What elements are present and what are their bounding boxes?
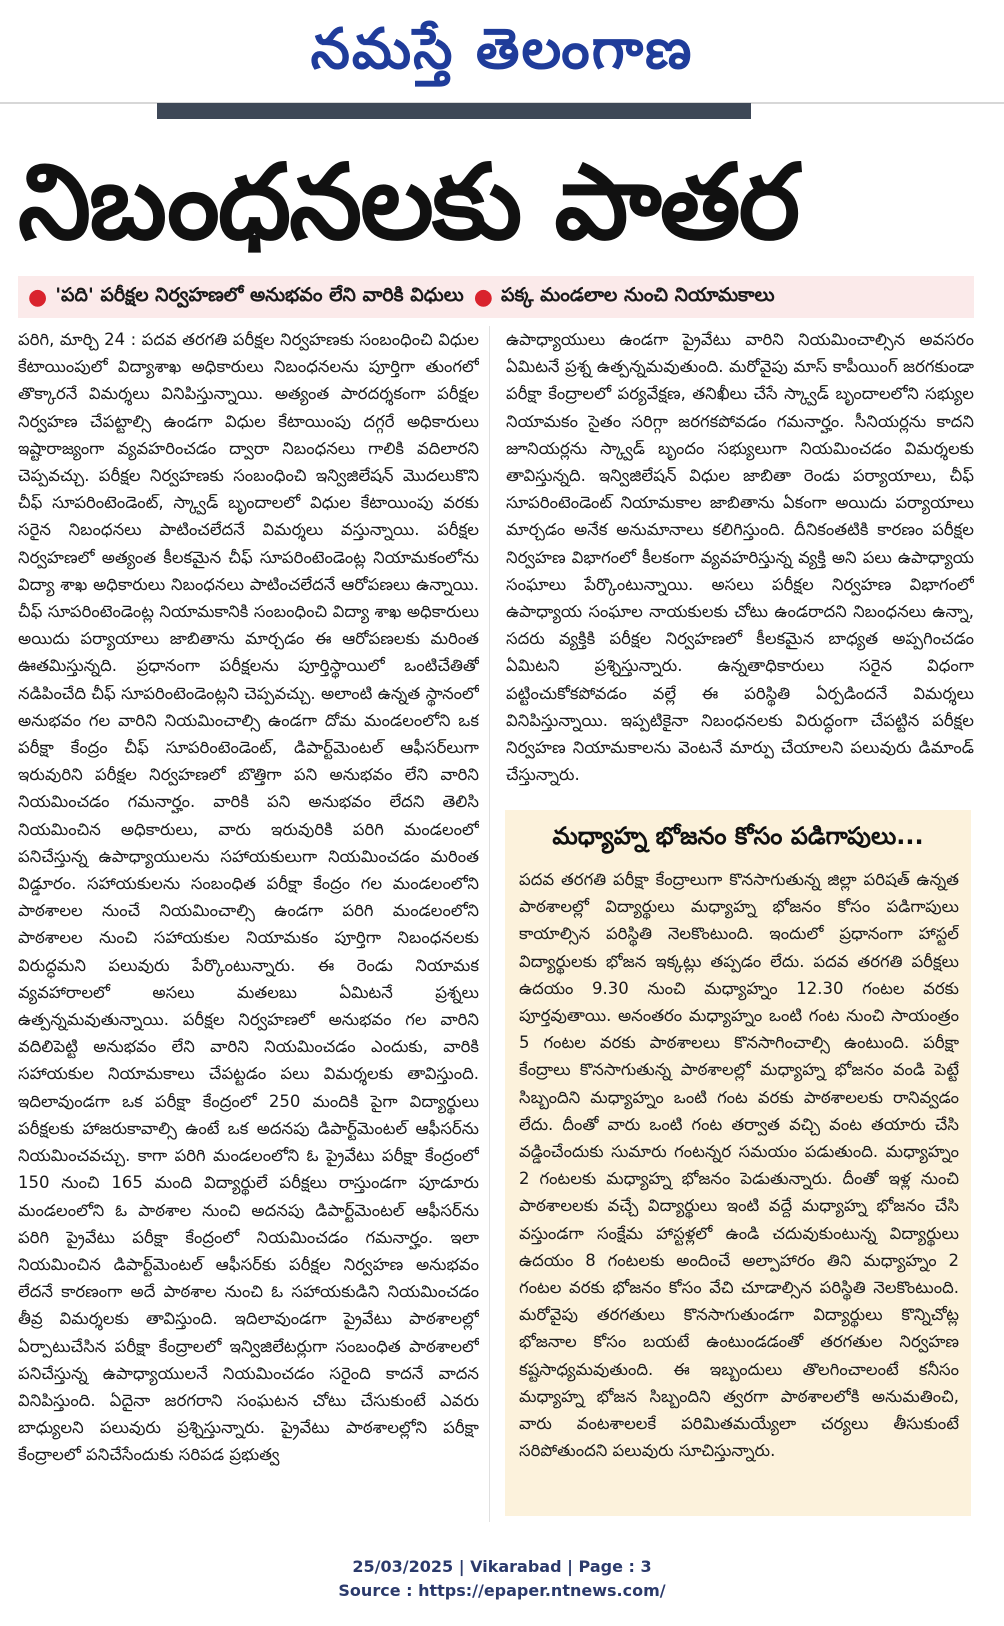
newspaper-logo: నమస్తే తెలంగాణ [310, 17, 694, 82]
article-left-column: పరిగి, మార్చి 24 : పదవ తరగతి పరీక్షల నిర్వహణకు సంబంధించి విధుల కేటాయింపులో విద్యాశాఖ అధికారులు నిబంధనలను పూర్తిగా తుంగలో తొక్కారనే విమర్శలు వినిపిస్తున్నాయి. అత్యంత పారదర్శకంగా పరీక్షల నిర్వహణ చేపట్టాల్సి ఉండగా విధుల కేటాయింపు దగ్గరే అధికారులు ఇష్టారాజ్యంగా వ్యవహరించడం ద్వారా నిబంధనలు గాలికి వదిలారని చెప్పవచ్చు. పరీక్షల నిర్వహణకు సంబంధించి ఇన్విజిలేషన్ మొదలుకొని చీఫ్ సూపరింటెండెంట్, స్క్వాడ్ బృందాలలో విధుల కేటాయింపు వరకు సరైన నిబంధనలు పాటించలేదనే విమర్శలు వస్తున్నాయి. పరీక్షల నిర్వహణలో అత్యంత కీలకమైన చీఫ్ సూపరింటెండెంట్ల నియామకంలోను విద్యా శాఖ అధికారులు నిబంధనలు పాటించలేదనే ఆరోపణలు ఉన్నాయి. చీఫ్ సూపరింటెండెంట్ల నియామకానికి సంబంధించి విద్యా శాఖ అధికారులు అయిదు పర్యాయాలు జాబితాను మార్చడం ఈ ఆరోపణలకు మరింత ఊతమిస్తున్నది. ప్రధానంగా పరీక్షలను పూర్తిస్థాయిలో ఒంటిచేతితో నడిపించేది చీఫ్ సూపరింటెండెంట్లని చెప్పవచ్చు. అలాంటి ఉన్నత స్థానంలో అనుభవం గల వారిని నియమించాల్సి ఉండగా దోమ మండలంలోని ఒక పరీక్షా కేంద్రం చీఫ్ సూపరింటెండెంట్, డిపార్ట్‌మెంటల్ ఆఫీసర్‌లుగా ఇరువురిని పరీక్షల నిర్వహణలో బొత్తిగా పని అనుభవం లేని వారిని నియమించడం గమనార్హం. వారికి పని అనుభవం లేదని తెలిసి నియమించిన అధికారులు, వారు ఇరువురికి పరిగి మండలంలో పనిచేస్తున్న ఉపాధ్యాయులను సహాయకులుగా నియమించడం మరింత విడ్డూరం. సహాయకులను సంబంధిత పరీక్షా కేంద్రం గల మండలంలోని పాఠశాలల నుంచే నియమించాల్సి ఉండగా పరిగి మండలంలోని పాఠశాలల నుంచి సహాయకుల నియామకం పూర్తిగా నిబంధనలకు విరుద్ధమని పలువురు పేర్కొంటున్నారు. ఈ రెండు నియామక వ్యవహారాలలో అసలు మతలబు ఏమిటనే ప్రశ్నలు ఉత్పన్నమవుతున్నాయి. పరీక్షల నిర్వహణలో అనుభవం గల వారిని వదిలిపెట్టి అనుభవం లేని వారిని నియమించడం ఎందుకు, వారికి సహాయకుల నియామకాలు చేపట్టడం పలు విమర్శలకు తావిస్తుంది. ఇదిలావుండగా ఒక పరీక్షా కేంద్రంలో 250 మందికి పైగా విద్యార్థులు పరీక్షలకు హాజరుకావాల్సి ఉంటే ఒక అదనపు డిపార్ట్‌మెంటల్ ఆఫీసర్‌ను నియమించవచ్చు. కాగా పరిగి మండలంలోని ఓ ప్రైవేటు పరీక్షా కేంద్రంలో 150 నుంచి 165 మంది విద్యార్థులే పరీక్షలు రాస్తుండగా పూడూరు మండలంలోని ఓ పాఠశాల నుంచి అదనపు డిపార్ట్‌మెంటల్ ఆఫీసర్‌ను పరిగి ప్రైవేటు పరీక్షా కేంద్రంలో నియమించడం గమనార్హం. ఇలా నియమించిన డిపార్ట్‌మెంటల్ ఆఫీసర్‌కు పరీక్షల నిర్వహణ అనుభవం లేదనే కారణంగా అదే పాఠశాల నుంచి ఓ సహాయకుడిని నియమించడం తీవ్ర విమర్శలకు తావిస్తుంది. ఇదిలావుండగా ప్రైవేటు పాఠశాలల్లో ఏర్పాటుచేసిన పరీక్షా కేంద్రాలలో ఇన్విజిలేటర్లుగా సంబంధిత పాఠశాలలో పనిచేస్తున్న ఉపాధ్యాయులనే నియమించడం సరైంది కాదనే వాదన వినిపిస్తుంది. ఏదైనా జరగరాని సంఘటన చోటు చేసుకుంటే ఎవరు బాధ్యులని పలువురు ప్రశ్నిస్తున్నారు. ప్రైవేటు పాఠశాలల్లోని పరీక్షా కేంద్రాలలో పనిచేసేందుకు సరిపడ ప్రభుత్వ [18, 330, 479, 1465]
sidebar-box [505, 810, 971, 1516]
bullet-icon: ● [28, 284, 48, 310]
masthead [0, 0, 1004, 100]
column-divider [489, 326, 490, 1522]
masthead-bar [157, 103, 751, 119]
subdeck [18, 276, 974, 318]
subdeck-point-1: 'పది' పరీక్షల నిర్వహణలో అనుభవం లేని వారికి విధులు [55, 283, 464, 306]
sidebar-body: పదవ తరగతి పరీక్షా కేంద్రాలుగా కొనసాగుతున్న జిల్లా పరిషత్ ఉన్నత పాఠశాలల్లో విద్యార్థులు మధ్యాహ్న భోజనం కోసం పడిగాపులు కాయాల్సిన పరిస్థితి నెలకొంటుంది. ఇందులో ప్రధానంగా హాస్టల్ విద్యార్థులకు భోజన ఇక్కట్లు తప్పడం లేదు. పదవ తరగతి పరీక్షలు ఉదయం 9.30 నుంచి మధ్యాహ్నం 12.30 గంటల వరకు పూర్తవుతాయి. అనంతరం మధ్యాహ్నం ఒంటి గంట నుంచి సాయంత్రం 5 గంటల వరకు పాఠశాలలు కొనసాగించాల్సి ఉంటుంది. పరీక్షా కేంద్రాలు కొనసాగుతున్న పాఠశాలల్లో మధ్యాహ్న భోజనం వండి పెట్టే సిబ్బందిని మధ్యాహ్నం ఒంటి గంట వరకు పాఠశాలలకు రానివ్వడం లేదు. దీంతో వారు ఒంటి గంట తర్వాత వచ్చి వంట తయారు చేసి వడ్డించేందుకు సుమారు గంటన్నర సమయం పడుతుంది. మధ్యాహ్నం 2 గంటలకు మధ్యాహ్న భోజనం పెడుతున్నారు. దీంతో ఇళ్ల నుంచి పాఠశాలలకు వచ్చే విద్యార్థులు ఇంటి వద్దే మధ్యాహ్న భోజనం చేసి వస్తుండగా సంక్షేమ హాస్టళ్లలో ఉండి చదువుకుంటున్న విద్యార్థులు ఉదయం 8 గంటలకు అందించే అల్పాహారం తిని మధ్యాహ్నం 2 గంటల వరకు భోజనం కోసం వేచి చూడాల్సిన పరిస్థితి నెలకొంటుంది. మరోవైపు తరగతులు కొనసాగుతుండగా విద్యార్థులు కొన్నిచోట్ల భోజనాల కోసం బయటే ఉంటుండడంతో తరగతుల నిర్వహణ కష్టసాధ్యమవుతుంది. ఈ ఇబ్బందులు తొలగించాలంటే కనీసం మధ్యాహ్న భోజన సిబ్బందిని త్వరగా పాఠశాలలోకి అనుమతించి, వారు వంటశాలలకే పరిమితమయ్యేలా చర్యలు తీసుకుంటే సరిపోతుందని పలువురు సూచిస్తున్నారు. [519, 870, 959, 1461]
footer-date-line: 25/03/2025 | Vikarabad | Page : 3 [352, 1557, 652, 1576]
footer [0, 1555, 1004, 1603]
bullet-icon: ● [473, 284, 493, 310]
article-right-column: ఉపాధ్యాయులు ఉండగా ప్రైవేటు వారిని నియమించాల్సిన అవసరం ఏమిటనే ప్రశ్న ఉత్పన్నమవుతుంది. మరోవైపు మాస్ కాపీయింగ్ జరగకుండా పరీక్షా కేంద్రాలలో పర్యవేక్షణ, తనిఖీలు చేసే స్క్వాడ్ బృందాలలోని సభ్యుల నియామకం సైతం సరిగ్గా జరగకపోవడం గమనార్హం. సీనియర్లను కాదని జూనియర్లను స్క్వాడ్ బృందం సభ్యులుగా నియమించడం విమర్శలకు తావిస్తున్నది. ఇన్విజిలేషన్ విధుల జాబితా రెండు పర్యాయాలు, చీఫ్ సూపరింటెండెంట్ నియామకాల జాబితాను ఏకంగా అయిదు పర్యాయాలు మార్చడం అనేక అనుమానాలు కలిగిస్తుంది. దీనికంతటికి కారణం పరీక్షల నిర్వహణ విభాగంలో కీలకంగా వ్యవహరిస్తున్న వ్యక్తి అని పలు ఉపాధ్యాయ సంఘాలు పేర్కొంటున్నాయి. అసలు పరీక్షల నిర్వహణ విభాగంలో ఉపాధ్యాయ సంఘాల నాయకులకు చోటు ఉండరాదని నిబంధనలు ఉన్నా, సదరు వ్యక్తికి పరీక్షల నిర్వహణలో కీలకమైన బాధ్యత అప్పగించడం ఏమిటని ప్రశ్నిస్తున్నారు. ఉన్నతాధికారులు సరైన విధంగా పట్టించుకోకపోవడం వల్లే ఈ పరిస్థితి ఏర్పడిందనే విమర్శలు వినిపిస్తున్నాయి. ఇప్పటికైనా నిబంధనలకు విరుద్ధంగా చేపట్టిన పరీక్షల నిర్వహణ నియామకాలను వెంటనే మార్పు చేయాలని పలువురు డిమాండ్ చేస్తున్నారు. [506, 330, 974, 785]
subdeck-point-2: పక్క మండలాల నుంచి నియామకాలు [500, 283, 775, 306]
headline: నిబంధనలకు పాతర [18, 141, 799, 263]
sidebar-title: మధ్యాహ్న భోజనం కోసం పడిగాపులు... [552, 822, 924, 850]
footer-source-line: Source : https://epaper.ntnews.com/ [338, 1581, 666, 1600]
